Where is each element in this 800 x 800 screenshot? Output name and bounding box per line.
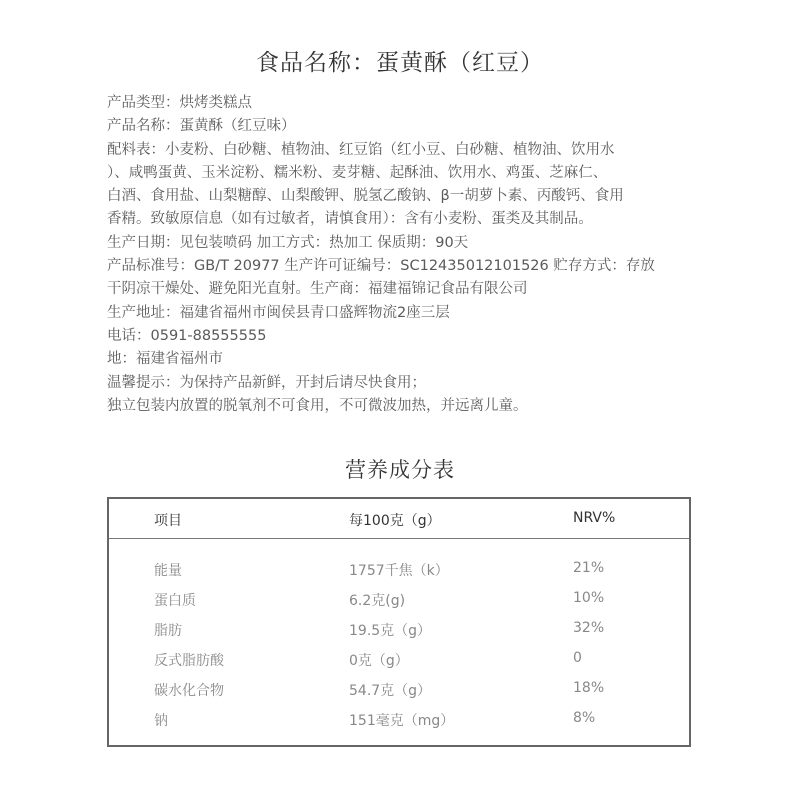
info-line-ingredients-2: ）、咸鸭蛋黄、玉米淀粉、糯米粉、麦芽糖、起酥油、饮用水、鸡蛋、芝麻仁、 <box>107 164 608 181</box>
info-line-phone: 电话：0591-88555555 <box>107 327 267 344</box>
info-line-warning: 独立包装内放置的脱氧剂不可食用，不可微波加热，并远离儿童。 <box>107 397 528 414</box>
info-line-standard: 产品标准号：GB/T 20977 生产许可证编号：SC12435012101526 贮存方式：存放 <box>107 258 655 275</box>
info-line-allergen: 香精。致敏原信息（如有过敏者，请慎食用）：含有小麦粉、蛋类及其制品。 <box>107 211 593 228</box>
row-nrv: 32% <box>573 620 605 636</box>
info-line-tip: 温馨提示：为保持产品新鲜，开封后请尽快食用； <box>107 374 426 391</box>
table-row-fat <box>109 615 689 645</box>
info-line-ingredients-3: 白酒、食用盐、山梨糖醇、山梨酸钾、脱氢乙酸钠、β一胡萝卜素、丙酸钙、食用 <box>107 188 624 205</box>
row-item: 蛋白质 <box>154 593 196 609</box>
row-amount: 0克（g） <box>349 653 409 669</box>
info-line-production-date: 生产日期：见包装喷码 加工方式：热加工 保质期：90天 <box>107 234 469 251</box>
info-line-address: 生产地址：福建省福州市闽侯县青口盛辉物流2座三层 <box>107 304 450 321</box>
row-amount: 19.5克（g） <box>349 623 432 639</box>
info-line-product-name: 产品名称：蛋黄酥（红豆味） <box>107 118 296 135</box>
table-row-trans-fat <box>109 645 689 675</box>
row-item: 能量 <box>154 563 182 579</box>
table-header <box>109 499 689 539</box>
info-line-storage-manufacturer: 干阴凉干燥处、避免阳光直射。生产商：福建福锦记食品有限公司 <box>107 281 528 298</box>
row-nrv: 21% <box>573 560 605 576</box>
row-amount: 54.7克（g） <box>349 683 432 699</box>
info-line-product-type: 产品类型：烘烤类糕点 <box>107 95 252 111</box>
header-item: 项目 <box>154 513 182 529</box>
row-nrv: 8% <box>573 710 596 726</box>
header-per-100g: 每100克（g） <box>349 513 441 529</box>
row-nrv: 18% <box>573 680 605 696</box>
header-nrv: NRV% <box>573 510 616 526</box>
row-amount: 1757千焦（k） <box>349 563 449 579</box>
table-row-sodium <box>109 705 689 735</box>
row-amount: 6.2克(g) <box>349 593 406 609</box>
info-line-location: 地：福建省福州市 <box>107 351 223 368</box>
row-item: 反式脂肪酸 <box>154 653 224 669</box>
product-name-title: 食品名称：蛋黄酥（红豆） <box>256 50 544 76</box>
table-row-carbohydrate <box>109 675 689 705</box>
row-nrv: 0 <box>573 650 582 666</box>
row-item: 脂肪 <box>154 623 182 639</box>
row-amount: 151毫克（mg） <box>349 713 455 729</box>
nutrition-table <box>107 497 691 747</box>
product-info-block <box>107 92 697 418</box>
info-line-ingredients-1: 配料表：小麦粉、白砂糖、植物油、红豆馅（红小豆、白砂糖、植物油、饮用水 <box>107 141 615 158</box>
nutrition-table-title: 营养成分表 <box>345 458 455 482</box>
table-row-protein <box>109 585 689 615</box>
table-row-energy <box>109 555 689 585</box>
row-nrv: 10% <box>573 590 605 606</box>
row-item: 钠 <box>154 713 168 729</box>
row-item: 碳水化合物 <box>154 683 224 699</box>
